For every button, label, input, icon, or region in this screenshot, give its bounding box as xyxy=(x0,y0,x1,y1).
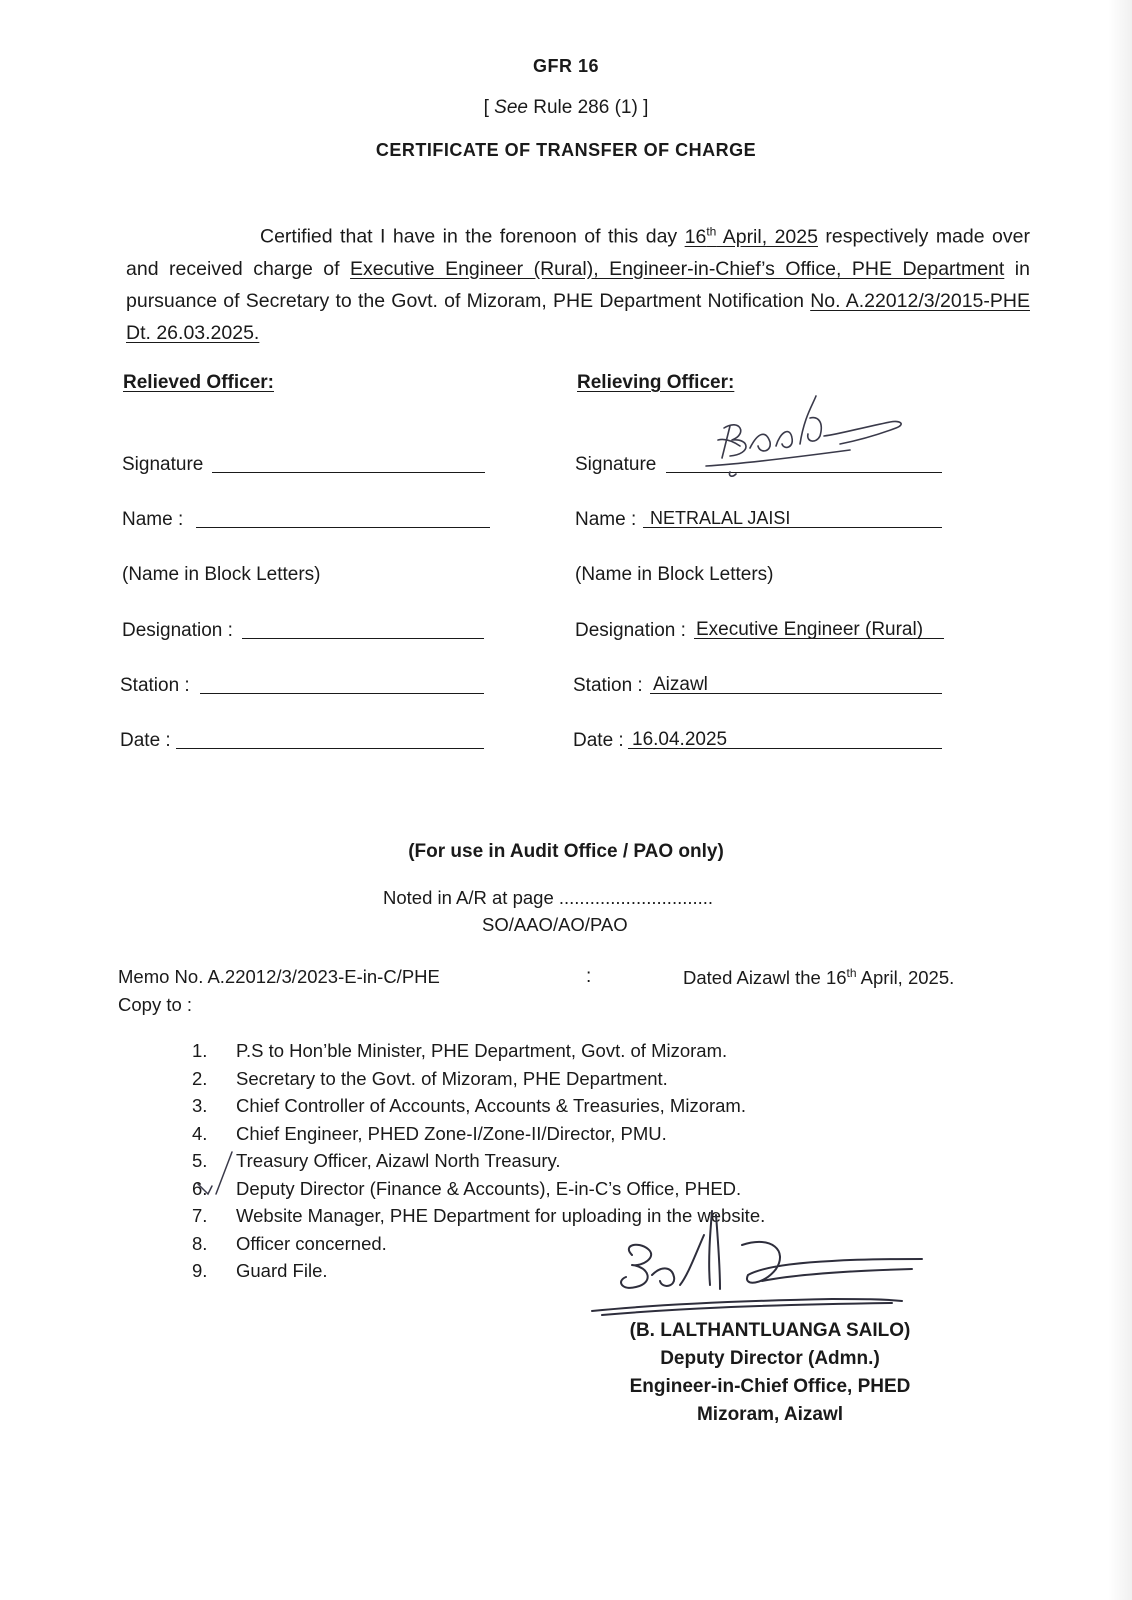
copy-list-number: 7. xyxy=(192,1205,208,1226)
copy-list-number: 2. xyxy=(192,1067,208,1089)
relieved-station-line xyxy=(200,693,484,694)
certificate-title: CERTIFICATE OF TRANSFER OF CHARGE xyxy=(375,140,757,160)
relieving-designation-value: Executive Engineer (Rural) xyxy=(696,619,924,640)
copy-list-item xyxy=(192,1178,765,1206)
relieving-station-label: Station : xyxy=(573,675,643,696)
tick-marks xyxy=(194,1150,234,1215)
copy-list-number: 1. xyxy=(192,1040,208,1061)
copy-list-item xyxy=(192,1150,765,1178)
copy-list-text: Website Manager, PHE Department for uploading in the website. xyxy=(236,1205,766,1226)
relieved-name-line xyxy=(196,527,490,528)
relieved-signature-label: Signature xyxy=(122,454,204,475)
relieving-date-value: 16.04.2025 xyxy=(632,729,728,750)
copy-list-number: 4. xyxy=(192,1122,208,1144)
copy-list-text: Chief Controller of Accounts, Accounts & Treasuries, Mizoram. xyxy=(236,1095,746,1116)
copy-list-text: Guard File. xyxy=(236,1260,328,1281)
copy-list-text: Chief Engineer, PHED Zone-I/Zone-II/Director, PMU. xyxy=(236,1122,667,1144)
copy-list-text: Secretary to the Govt. of Mizoram, PHE Department. xyxy=(236,1067,668,1089)
deputy-director-signature xyxy=(592,1205,932,1330)
notification-number: No. A.22012/3/2015-PHE Dt. 26.03.2025. xyxy=(126,289,1030,344)
post-name: Executive Engineer (Rural), Engineer-in-Chief’s Office, PHE Department xyxy=(350,257,1005,280)
memo-number: Memo No. A.22012/3/2023-E-in-C/PHE xyxy=(118,966,440,987)
relieved-signature-line xyxy=(212,472,485,473)
relieving-name-value: NETRALAL JAISI xyxy=(650,508,791,528)
relieved-name-label: Name : xyxy=(122,509,184,530)
relieved-date-line xyxy=(176,748,484,749)
relieved-officer-heading: Relieved Officer: xyxy=(123,372,274,393)
relieving-date-label: Date : xyxy=(573,730,624,751)
transfer-date: 16th April, 2025 xyxy=(684,224,818,248)
scan-edge-shadow xyxy=(1108,0,1132,1600)
memo-dated: Dated Aizawl the 16th April, 2025. xyxy=(683,966,955,989)
copy-list-number: 5. xyxy=(192,1150,208,1171)
signatory-office: Engineer-in-Chief Office, PHED xyxy=(629,1376,911,1397)
form-number: GFR 16 xyxy=(532,56,600,76)
copy-list-item xyxy=(192,1123,765,1151)
copy-list-number: 9. xyxy=(192,1260,208,1281)
relieved-block-letters: (Name in Block Letters) xyxy=(122,564,321,585)
memo-colon: : xyxy=(586,966,592,987)
signatory-name: (B. LALTHANTLUANGA SAILO) xyxy=(629,1320,911,1341)
copy-list-text: Officer concerned. xyxy=(236,1232,387,1254)
signatory-place: Mizoram, Aizawl xyxy=(696,1404,844,1425)
certification-paragraph: Certified that I have in the forenoon of this day 16th April, 2025 respectively made over and received charge of Executive Engineer (Rural), Engineer-in-Chief’s Office, PHE Department in pursuance of Secretary to the Govt. of Mizoram, PHE Department Notification No. A.22012/3/2015-PHE Dt. 26.03.2025. xyxy=(126,224,1030,344)
relieved-designation-line xyxy=(242,638,484,639)
copy-list-number: 6. xyxy=(192,1177,208,1199)
relieving-signature-label: Signature xyxy=(575,454,657,475)
copy-list-number: 8. xyxy=(192,1232,208,1254)
relieving-name-label: Name : xyxy=(575,509,637,530)
relieving-officer-signature xyxy=(700,388,920,493)
copy-list-text: Treasury Officer, Aizawl North Treasury. xyxy=(236,1150,561,1171)
relieved-station-label: Station : xyxy=(120,675,190,696)
copy-list-item xyxy=(192,1095,765,1123)
copy-list-item xyxy=(192,1040,765,1068)
audit-noted: Noted in A/R at page .............................. xyxy=(383,887,714,908)
audit-heading: (For use in Audit Office / PAO only) xyxy=(408,841,724,862)
copy-list-text: Deputy Director (Finance & Accounts), E-in-C’s Office, PHED. xyxy=(236,1177,742,1199)
signatory-designation: Deputy Director (Admn.) xyxy=(660,1348,880,1369)
relieved-designation-label: Designation : xyxy=(122,620,233,641)
signatory-block xyxy=(590,1317,950,1429)
audit-officers: SO/AAO/AO/PAO xyxy=(482,914,628,935)
copy-list-number: 3. xyxy=(192,1095,208,1116)
relieving-block-letters: (Name in Block Letters) xyxy=(575,564,774,585)
relieving-officer-heading: Relieving Officer: xyxy=(577,372,735,393)
relieving-designation-label: Designation : xyxy=(575,620,686,641)
copy-list-item xyxy=(192,1068,765,1096)
rule-reference: [ See Rule 286 (1) ] xyxy=(483,97,649,118)
copy-list-text: P.S to Hon’ble Minister, PHE Department, Govt. of Mizoram. xyxy=(236,1040,728,1061)
copy-to-label: Copy to : xyxy=(118,994,193,1015)
relieving-station-value: Aizawl xyxy=(653,674,708,695)
relieved-date-label: Date : xyxy=(120,730,171,751)
